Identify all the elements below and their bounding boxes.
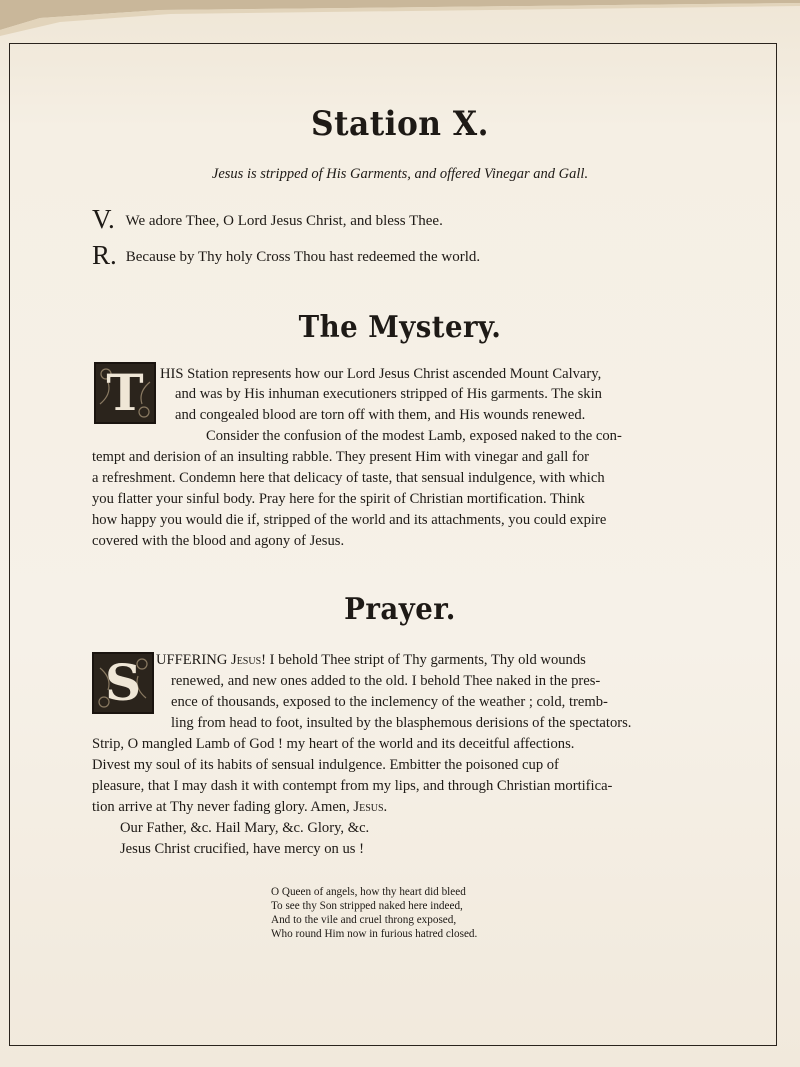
prayer-line-6: Divest my soul of its habits of sensual indulgence. Embitter the poisoned cup of: [92, 757, 559, 773]
mystery-line-2: and was by His inhuman executioners stripped of His garments. The skin: [175, 386, 602, 402]
mystery-line-9: covered with the blood and agony of Jesus.: [92, 533, 345, 549]
versicle: [92, 204, 443, 235]
prayer-drop-cap: [92, 652, 154, 714]
prayer-line-1: [156, 652, 586, 669]
station-title: Station X.: [311, 104, 489, 144]
prayer-name-jesus: Jesus: [231, 652, 262, 668]
prayer-line-2: renewed, and new ones added to the old. I behold Thee naked in the pres-: [171, 673, 601, 689]
verse-line-2: To see thy Son stripped naked here indeed,: [271, 900, 463, 912]
prayer-drop-cap-letter: S: [104, 653, 142, 712]
prayer-closing-2: Jesus Christ crucified, have mercy on us !: [120, 841, 364, 857]
response-text: Because by Thy holy Cross Thou hast redeemed the world.: [125, 249, 481, 265]
verse-line-3: And to the vile and cruel throng exposed,: [271, 914, 457, 926]
prayer-line-8-start: tion arrive at Thy never fading glory. Amen,: [92, 799, 354, 815]
prayer-name-jesus-2: Jesus: [353, 799, 384, 815]
prayer-line-1-start: UFFERING: [156, 652, 232, 668]
prayer-line-5: Strip, O mangled Lamb of God ! my heart of the world and its deceitful affections.: [92, 736, 575, 752]
mystery-line-5: tempt and derision of an insulting rabble. They present Him with vinegar and gall for: [92, 449, 590, 465]
mystery-line-6: a refreshment. Condemn here that delicacy of taste, that sensual indulgence, with which: [92, 470, 605, 486]
station-subtitle: Jesus is stripped of His Garments, and offered Vinegar and Gall.: [211, 166, 589, 182]
verse-line-4: Who round Him now in furious hatred closed.: [271, 928, 478, 940]
mystery-drop-cap-letter: T: [106, 363, 144, 422]
mystery-line-3: and congealed blood are torn off with them, and His wounds renewed.: [175, 407, 586, 423]
versicle-letter: V.: [92, 204, 115, 234]
mystery-drop-cap: [94, 362, 156, 424]
mystery-line-4: Consider the confusion of the modest Lamb, exposed naked to the con-: [206, 428, 622, 444]
prayer-line-1-end: ! I behold Thee stript of Thy garments, Thy old wounds: [261, 652, 586, 668]
prayer-line-7: pleasure, that I may dash it with contempt from my lips, and through Christian mortifica-: [92, 778, 613, 794]
prayer-heading: Prayer.: [344, 592, 456, 627]
prayer-line-8: [92, 799, 387, 816]
versicle-text: We adore Thee, O Lord Jesus Christ, and bless Thee.: [125, 213, 443, 229]
mystery-line-8: how happy you would die if, stripped of the world and its attachments, you could expire: [92, 512, 607, 528]
response: [92, 240, 480, 271]
prayer-line-4: ling from head to foot, insulted by the blasphemous derisions of the spectators.: [171, 715, 632, 731]
torn-top-edge: [0, 0, 800, 40]
mystery-line-1: HIS Station represents how our Lord Jesus Christ ascended Mount Calvary,: [160, 366, 602, 382]
verse-line-1: O Queen of angels, how thy heart did bleed: [271, 886, 466, 898]
mystery-heading: The Mystery.: [298, 310, 502, 345]
response-letter: R.: [92, 240, 117, 270]
prayer-line-8-end: .: [383, 799, 388, 815]
mystery-line-7: you flatter your sinful body. Pray here for the spirit of Christian mortification. Think: [92, 491, 585, 507]
prayer-closing-1: Our Father, &c. Hail Mary, &c. Glory, &c.: [120, 820, 370, 836]
prayer-line-3: ence of thousands, exposed to the inclemency of the weather ; cold, tremb-: [171, 694, 608, 710]
